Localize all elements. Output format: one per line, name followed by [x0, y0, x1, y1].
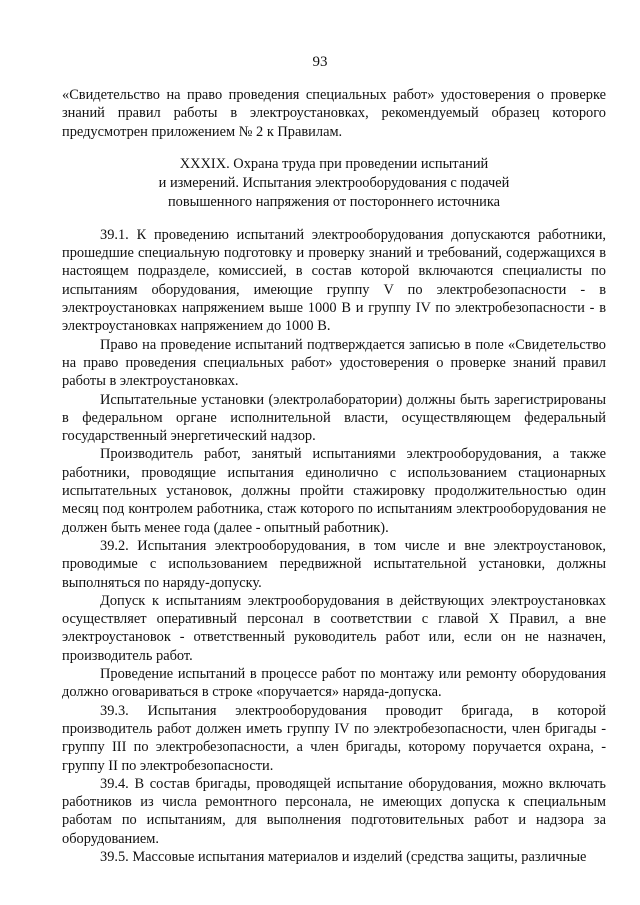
section-heading-line-3: повышенного напряжения от постороннего источника — [167, 193, 501, 210]
paragraph-right-to-test: Право на проведение испытаний подтверждается записью в поле «Свидетельство на право проведения специальных работ» удостоверения о проверке знаний правил работы в электроустановках. — [62, 336, 606, 390]
section-heading — [62, 155, 606, 212]
paragraph-work-supervisor: Производитель работ, занятый испытаниями электрооборудования, а также работники, проводящие испытания единолично с использованием стационарных испытательных установок, должны пройти стажировку продолжительностью один месяц под контролем работника, стаж которого по испытаниям электрооборудования не должен быть менее года (далее - опытный работник). — [62, 446, 606, 536]
page-number: 93 — [312, 54, 328, 70]
intro-paragraph: «Свидетельство на право проведения специальных работ» удостоверения о проверке знаний правил работы в электроустановках, рекомендуемый образец которого предусмотрен приложением № 2 к Правилам. — [62, 87, 606, 140]
section-heading-line-2: и измерений. Испытания электрооборудования с подачей — [158, 174, 510, 191]
paragraph-admission: Допуск к испытаниям электрооборудования в действующих электроустановках осуществляет оперативный персонал в соответствии с главой X Правил, а вне электроустановок - ответственный руководитель работ или, если он не назначен, производитель работ. — [62, 592, 606, 664]
paragraph-testing-during-works: Проведение испытаний в процессе работ по монтажу или ремонту оборудования должно оговариваться в строке «поручается» наряда-допуска. — [62, 666, 606, 701]
paragraph-39-4: 39.4. В состав бригады, проводящей испытание оборудования, можно включать работников из числа ремонтного персонала, не имеющих допуска к специальным работам по испытаниям, для выполнения подготовительных работ и надзора за оборудованием. — [62, 775, 606, 847]
paragraph-test-installations: Испытательные установки (электролаборатории) должны быть зарегистрированы в федеральном органе исполнительной власти, осуществляющем федеральный государственный энергетический надзор. — [62, 391, 606, 445]
paragraph-39-3: 39.3. Испытания электрооборудования проводит бригада, в которой производитель работ должен иметь группу IV по электробезопасности, член бригады - группу III по электробезопасности, а член бригады, которому поручается охрана, - группу II по электробезопасности. — [62, 702, 606, 774]
section-heading-line-1: XXXIX. Охрана труда при проведении испытаний — [179, 155, 489, 172]
document-body — [62, 86, 606, 866]
paragraph-39-1: 39.1. К проведению испытаний электрооборудования допускаются работники, прошедшие специальную подготовку и проверку знаний и требований, содержащихся в настоящем подразделе, комиссией, в состав которой включаются специалисты по испытаниям оборудования, имеющие группу V по электробезопасности - в электроустановках напряжением выше 1000 В и группу IV по электробезопасности - в электроустановках напряжением до 1000 В. — [62, 226, 606, 335]
paragraph-39-2: 39.2. Испытания электрооборудования, в том числе и вне электроустановок, проводимые с использованием передвижной испытательной установки, должны выполняться по наряду-допуску. — [62, 537, 606, 591]
paragraph-39-5: 39.5. Массовые испытания материалов и изделий (средства защиты, различные — [100, 848, 587, 865]
